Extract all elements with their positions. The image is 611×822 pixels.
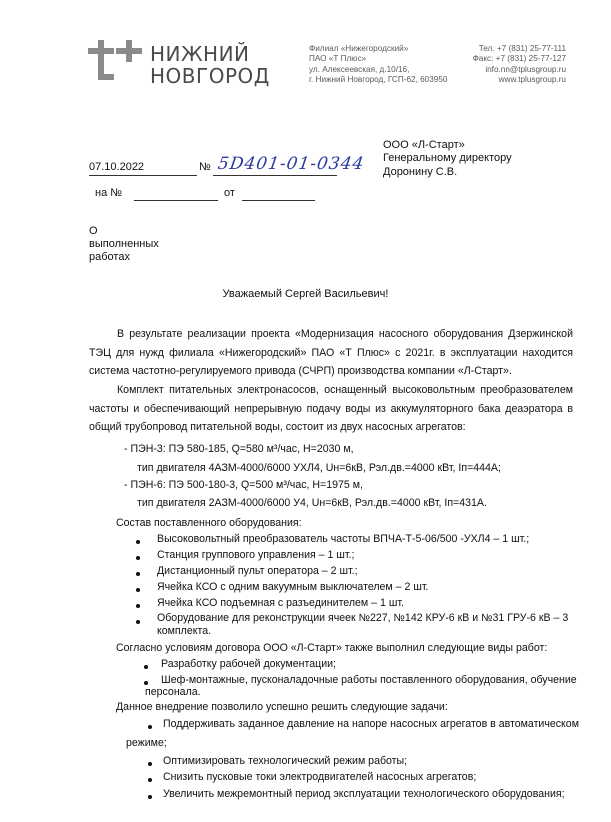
- works-item-cont: персонала.: [145, 686, 201, 698]
- date-underline: [89, 175, 197, 176]
- bullet: [136, 556, 140, 560]
- reply-label: на №: [95, 187, 123, 199]
- subject: О выполненных работах: [89, 225, 159, 264]
- works-title: Согласно условиям договора ООО «Л-Старт» также выполнил следующие виды работ:: [116, 642, 548, 654]
- equipment-item: Дистанционный пульт оператора – 2 шт.;: [157, 565, 358, 577]
- intro-paragraph: В результате реализации проекта «Модернизация насосного оборудования Дзержинской ТЭЦ для нужд филиала «Нижегородский» ПАО «Т Плюс» с 2021г. в эксплуатации находится система частотно-регулируемого привода (СЧРП) производства компании «Л-Старт».: [89, 328, 573, 378]
- bullet: [136, 540, 140, 544]
- bullet: [136, 604, 140, 608]
- works-item: Разработку рабочей документации;: [161, 658, 336, 670]
- addressee-block: ООО «Л-Старт» Генеральному директору Доронину С.В.: [383, 139, 512, 178]
- equipment-item: Высоковольтный преобразователь частоты ВПЧА-Т-5-06/500 -УХЛ4 – 1 шт.;: [157, 533, 530, 545]
- number-underline: [213, 175, 337, 176]
- tasks-item-cont: режиме;: [126, 737, 167, 749]
- equipment-item: Ячейка КСО подъемная с разъединителем – 1 шт.: [157, 597, 404, 609]
- equipment-item: Станция группового управления – 1 шт.;: [157, 549, 355, 561]
- pump-pen6-motor: тип двигателя 2АЗМ-4000/6000 У4, Uн=6кВ, Рэл.дв.=4000 кВт, Iп=431А.: [137, 497, 487, 509]
- pump-pen3-motor: тип двигателя 4АЗМ-4000/6000 УХЛ4, Uн=6кВ, Рэл.дв.=4000 кВт, Iп=444А;: [137, 462, 501, 474]
- equipment-item-cont: комплекта.: [157, 625, 212, 637]
- letter-date: 07.10.2022: [89, 161, 145, 173]
- handwritten-number: 5D401-01-0344: [216, 154, 366, 174]
- tasks-item: Увеличить межремонтный период эксплуатации технологического оборудования;: [163, 788, 565, 800]
- tasks-item: Поддерживать заданное давление на напоре насосных агрегатов в автоматическом: [163, 718, 579, 730]
- works-item: Шеф-монтажные, пусконаладочные работы поставленного оборудования, обучение: [161, 674, 577, 686]
- from-underline: [242, 200, 315, 201]
- bullet: [148, 762, 152, 766]
- from-label: от: [224, 187, 235, 199]
- tasks-item: Оптимизировать технологический режим работы;: [163, 755, 408, 767]
- equipment-item: Ячейка КСО с одним вакуумным выключателем – 2 шт.: [157, 581, 429, 593]
- bullet: [148, 778, 152, 782]
- equipment-title: Состав поставленного оборудования:: [116, 517, 302, 529]
- greeting: Уважаемый Сергей Васильевич!: [222, 288, 389, 300]
- logo-wordmark: НИЖНИЙ НОВГОРОД: [150, 42, 270, 88]
- equipment-item: Оборудование для реконструкции ячеек №227, №142 КРУ-6 кВ и №31 ГРУ-6 кВ – 3: [157, 612, 569, 624]
- bullet: [136, 620, 140, 624]
- bullet: [136, 572, 140, 576]
- tasks-item: Снизить пусковые токи электродвигателей насосных агрегатов;: [163, 771, 477, 783]
- bullet: [136, 588, 140, 592]
- pump-pen6: - ПЭН-6: ПЭ 500-180-3, Q=500 м³/час, Н=1975 м,: [124, 479, 363, 491]
- number-sign: №: [199, 161, 211, 173]
- tasks-title: Данное внедрение позволило успешно решить следующие задачи:: [116, 701, 448, 713]
- complex-paragraph: Комплект питательных электронасосов, оснащенный высоковольтным преобразователем частоты и обеспечивающий непрерывную подачу воды из аккумуляторного бака деаэратора в общий трубопровод питательной воды, состоит из двух насосных агрегатов:: [89, 384, 573, 434]
- bullet: [148, 725, 152, 729]
- pump-pen3: - ПЭН-3: ПЭ 580-185, Q=580 м³/час, Н=2030 м,: [124, 443, 354, 455]
- bullet: [148, 795, 152, 799]
- reply-underline: [134, 200, 218, 201]
- t-plus-logo-icon: [88, 40, 148, 86]
- contact-info: Тел. +7 (831) 25-77-111 Факс: +7 (831) 25-77-127 info.nn@tplusgroup.ru www.tplusgroup.ru: [472, 44, 566, 85]
- branch-address: Филиал «Нижегородский» ПАО «Т Плюс» ул. Алексеевская, д.10/16, г. Нижний Новгород, ГСП-62, 603950: [309, 44, 448, 85]
- bullet: [144, 681, 148, 685]
- bullet: [144, 665, 148, 669]
